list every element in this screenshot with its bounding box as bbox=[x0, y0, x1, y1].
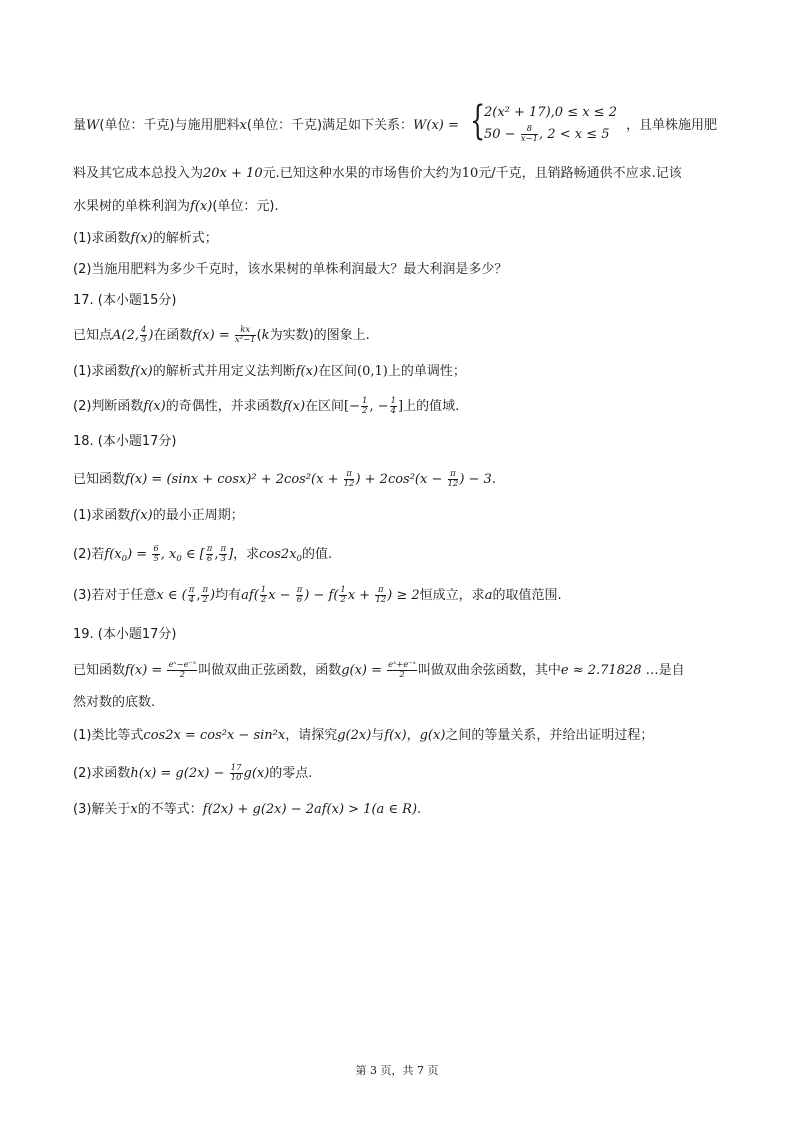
numerator: π bbox=[448, 470, 459, 480]
numerator: π bbox=[188, 585, 195, 595]
text: (单位：元). bbox=[212, 199, 279, 214]
math: 10 bbox=[461, 166, 479, 181]
fraction bbox=[521, 125, 538, 144]
numerator: 4 bbox=[140, 325, 147, 335]
numerator: π bbox=[375, 586, 386, 596]
math: , 2 < x ≤ 5 bbox=[539, 127, 610, 142]
fraction bbox=[188, 586, 196, 605]
fraction bbox=[390, 397, 397, 416]
math: f(x bbox=[104, 547, 122, 562]
text: (3)解关于 bbox=[73, 802, 131, 817]
denominator: 3 bbox=[140, 335, 147, 345]
math: 20x + 10 bbox=[203, 166, 263, 181]
math: f(x) bbox=[295, 364, 319, 379]
math: , − bbox=[369, 399, 389, 414]
q17-part-1 bbox=[73, 363, 466, 381]
subscript: 0 bbox=[296, 554, 302, 564]
numerator: 1 bbox=[362, 396, 368, 406]
denominator: 4 bbox=[188, 595, 195, 605]
denominator: 12 bbox=[375, 595, 387, 605]
numerator: π bbox=[206, 544, 213, 554]
q19-part-2 bbox=[73, 764, 312, 783]
math: A(2, bbox=[112, 328, 139, 343]
text: 在函数 bbox=[153, 328, 193, 343]
math: k bbox=[261, 328, 270, 343]
math: f(x) bbox=[143, 399, 166, 414]
math: ) bbox=[148, 328, 154, 343]
math: f(x) = (sinx + cosx)² + 2cos²(x + bbox=[125, 472, 339, 487]
brace: { bbox=[470, 98, 486, 144]
text: 在区间 bbox=[305, 399, 345, 414]
q16-part-1 bbox=[73, 230, 218, 248]
text: (2)若 bbox=[73, 547, 105, 562]
q19-heading: 19. (本小题17分) bbox=[73, 627, 177, 642]
q16-line-2 bbox=[73, 165, 682, 183]
text: 上的值域. bbox=[403, 399, 460, 414]
text: . bbox=[417, 802, 422, 817]
text: 与 bbox=[371, 728, 385, 743]
fraction bbox=[448, 470, 459, 489]
text: 叫做双曲正弦函数，函数 bbox=[198, 663, 342, 678]
q18-part-2: (2)若$f(x_0)$ = $\frac{6}{5}$ , $x_0$ ∈ [ $\frac{\pi}{6}$ , $\frac{\pi}{3}$ ]，求$\cos 2x_0$的值. bbox=[73, 544, 333, 564]
q16-part-2: (2)当施用肥料为多少千克时，该水果树的单株利润最大？最大利润是多少？ bbox=[73, 262, 508, 277]
q18-heading: 18. (本小题17分) bbox=[73, 434, 177, 449]
denominator: 6 bbox=[296, 595, 303, 605]
q19-part-3 bbox=[73, 801, 421, 819]
piecewise-function bbox=[470, 98, 630, 147]
text: ( bbox=[256, 328, 262, 343]
text: 的零点. bbox=[269, 766, 313, 781]
math: W bbox=[86, 118, 100, 133]
denominator: 2 bbox=[202, 595, 208, 605]
text: (1)求函数 bbox=[73, 231, 131, 246]
numerator: π bbox=[202, 585, 209, 595]
math: e ≈ 2.71828 … bbox=[560, 663, 659, 678]
math: ∈ [ bbox=[181, 547, 205, 562]
text: 是自 bbox=[658, 663, 685, 678]
q19-part-1 bbox=[73, 727, 653, 745]
denominator: 2 bbox=[179, 670, 186, 680]
math: g(x) bbox=[419, 728, 446, 743]
math: f(x) = bbox=[192, 328, 230, 343]
denominator: 2 bbox=[340, 595, 346, 605]
text: 均有 bbox=[215, 588, 242, 603]
text: 的不等式： bbox=[137, 802, 203, 817]
fraction bbox=[201, 586, 209, 605]
fraction bbox=[375, 586, 386, 605]
math: h(x) = g(2x) − bbox=[130, 766, 225, 781]
q17-statement bbox=[73, 326, 370, 345]
fraction bbox=[152, 545, 159, 564]
page-footer: 第 3 页，共 7 页 bbox=[355, 1064, 439, 1077]
subscript: 0 bbox=[121, 554, 128, 564]
q16-line-1 bbox=[73, 117, 459, 135]
text: 已知函数 bbox=[73, 472, 126, 487]
numerator: 1 bbox=[390, 396, 397, 406]
numerator: kx bbox=[235, 326, 256, 336]
fraction bbox=[219, 545, 227, 564]
math: x bbox=[130, 802, 138, 817]
text: (3)若对于任意 bbox=[73, 588, 157, 603]
math: x − bbox=[268, 588, 291, 603]
numerator: π bbox=[296, 585, 303, 595]
fraction bbox=[167, 661, 197, 680]
denominator: 2 bbox=[260, 595, 267, 605]
q18-part-3: (3)若对于任意x ∈ ( $\frac{\pi}{4}$ , $\frac{\pi}{2}$ )均有af( $\frac{1}{2}$ x − $\frac{\pi}{6}$ ) − f( $\frac{1}{2}$ x + $\frac{\pi}{12}$ ) ≥ 2恒成立，求a的取值范围. bbox=[73, 585, 562, 605]
math: ) − f( bbox=[304, 588, 339, 603]
text: 为实数)的图象上. bbox=[269, 328, 370, 343]
text: (单位：千克)与施用肥料 bbox=[99, 118, 240, 133]
case-1: 2(x² + 17),0 ≤ x ≤ 2 bbox=[484, 105, 617, 120]
fraction bbox=[235, 326, 256, 345]
text: ，请探究 bbox=[285, 728, 338, 743]
fraction bbox=[344, 470, 355, 489]
numerator: 17 bbox=[230, 763, 242, 773]
math: cos2x = cos²x − sin²x bbox=[143, 728, 286, 743]
math: ) + 2cos²(x − bbox=[355, 472, 443, 487]
denominator: 5 bbox=[153, 554, 159, 564]
text: 已知点 bbox=[73, 328, 113, 343]
fraction bbox=[296, 586, 304, 605]
math: f(2x) + g(2x) − 2af(x) > 1(a ∈ R) bbox=[202, 802, 418, 817]
text: 在区间 bbox=[318, 364, 358, 379]
numerator: 1 bbox=[340, 585, 346, 595]
text: 上的单调性； bbox=[387, 364, 466, 379]
text: 叫做双曲余弦函数，其中 bbox=[417, 663, 561, 678]
math: f(x) bbox=[130, 508, 153, 523]
text: 料及其它成本总投入为 bbox=[73, 166, 204, 181]
text: (单位：千克)满足如下关系： bbox=[246, 118, 414, 133]
text: 量 bbox=[73, 118, 87, 133]
subscript: 0 bbox=[176, 554, 182, 564]
fraction bbox=[230, 764, 243, 783]
math: g(x) = bbox=[341, 663, 383, 678]
math: ) bbox=[210, 588, 216, 603]
denominator: 2 bbox=[362, 406, 368, 416]
numerator: π bbox=[344, 470, 355, 480]
math: ) ≥ 2 bbox=[387, 588, 420, 603]
q17-heading: 17. (本小题15分) bbox=[73, 293, 177, 308]
text: 的取值范围. bbox=[492, 588, 562, 603]
case-2 bbox=[484, 125, 610, 144]
denominator: x²−1 bbox=[234, 335, 256, 345]
math: af( bbox=[241, 588, 259, 603]
text: 恒成立，求 bbox=[419, 588, 485, 603]
fraction bbox=[339, 586, 346, 605]
numerator: eˣ+e⁻ˣ bbox=[388, 660, 416, 670]
numerator: eˣ−e⁻ˣ bbox=[168, 660, 197, 670]
text: (1)求函数 bbox=[73, 508, 131, 523]
q16-line-3 bbox=[73, 198, 279, 216]
math: f(x) bbox=[282, 399, 306, 414]
text: 元/千克，且销路畅通供不应求.记该 bbox=[478, 166, 682, 181]
math: g(x) bbox=[243, 766, 270, 781]
q18-part-1 bbox=[73, 507, 244, 525]
text: ， bbox=[406, 728, 420, 743]
math: f(x) bbox=[190, 199, 213, 214]
denominator: x−1 bbox=[520, 134, 539, 144]
text: 之间的等量关系，并给出证明过程； bbox=[445, 728, 654, 743]
text: ，且单株施用肥 bbox=[626, 118, 718, 133]
text: (2)求函数 bbox=[73, 766, 131, 781]
numerator: 1 bbox=[260, 585, 267, 595]
math: [− bbox=[344, 399, 361, 414]
math: f(x) bbox=[130, 364, 153, 379]
denominator: 3 bbox=[220, 554, 226, 564]
fraction bbox=[387, 661, 417, 680]
math: ) − 3. bbox=[459, 472, 496, 487]
numerator: π bbox=[220, 544, 227, 554]
text: 的值. bbox=[301, 547, 333, 562]
text: ，求 bbox=[233, 547, 260, 562]
math: f(x) = bbox=[125, 663, 163, 678]
math: a bbox=[484, 588, 493, 603]
math: f(x) bbox=[130, 231, 153, 246]
q18-statement bbox=[73, 470, 496, 489]
math: g(2x) bbox=[337, 728, 372, 743]
math: (0,1) bbox=[357, 364, 388, 379]
denominator: 12 bbox=[447, 479, 459, 489]
math: ] bbox=[228, 547, 234, 562]
math: cos2x bbox=[259, 547, 297, 562]
math: W(x) = bbox=[413, 118, 459, 133]
fraction bbox=[206, 545, 214, 564]
denominator: 10 bbox=[230, 773, 242, 783]
text: 已知函数 bbox=[73, 663, 126, 678]
math: ] bbox=[398, 399, 404, 414]
text: 的奇偶性，并求函数 bbox=[165, 399, 283, 414]
text: 的解析式并用定义法判断 bbox=[152, 364, 296, 379]
q16-line-1-tail bbox=[626, 117, 717, 135]
q19-statement bbox=[73, 661, 685, 680]
text: 水果树的单株利润为 bbox=[73, 199, 191, 214]
denominator: 12 bbox=[343, 479, 355, 489]
text: 的解析式； bbox=[152, 231, 218, 246]
fraction bbox=[361, 397, 368, 416]
math: x bbox=[239, 118, 247, 133]
text: (1)求函数 bbox=[73, 364, 131, 379]
text: 元.已知这种水果的市场售价大约为 bbox=[262, 166, 462, 181]
text: (2)判断函数 bbox=[73, 399, 144, 414]
math: x ∈ ( bbox=[156, 588, 187, 603]
math: , x bbox=[160, 547, 177, 562]
denominator: 2 bbox=[399, 670, 405, 680]
math: ) = bbox=[127, 547, 148, 562]
denominator: 4 bbox=[390, 406, 397, 416]
math: x + bbox=[347, 588, 371, 603]
denominator: 6 bbox=[206, 554, 213, 564]
text: 的最小正周期； bbox=[152, 508, 244, 523]
q19-statement-line-2: 然对数的底数. bbox=[73, 695, 156, 710]
math: f(x) bbox=[384, 728, 407, 743]
numerator: 8 bbox=[521, 125, 538, 135]
fraction bbox=[140, 326, 147, 345]
q17-part-2 bbox=[73, 397, 459, 416]
text: (1)类比等式 bbox=[73, 728, 144, 743]
math: 50 − bbox=[484, 127, 516, 142]
numerator: 6 bbox=[153, 544, 159, 554]
fraction bbox=[260, 586, 267, 605]
